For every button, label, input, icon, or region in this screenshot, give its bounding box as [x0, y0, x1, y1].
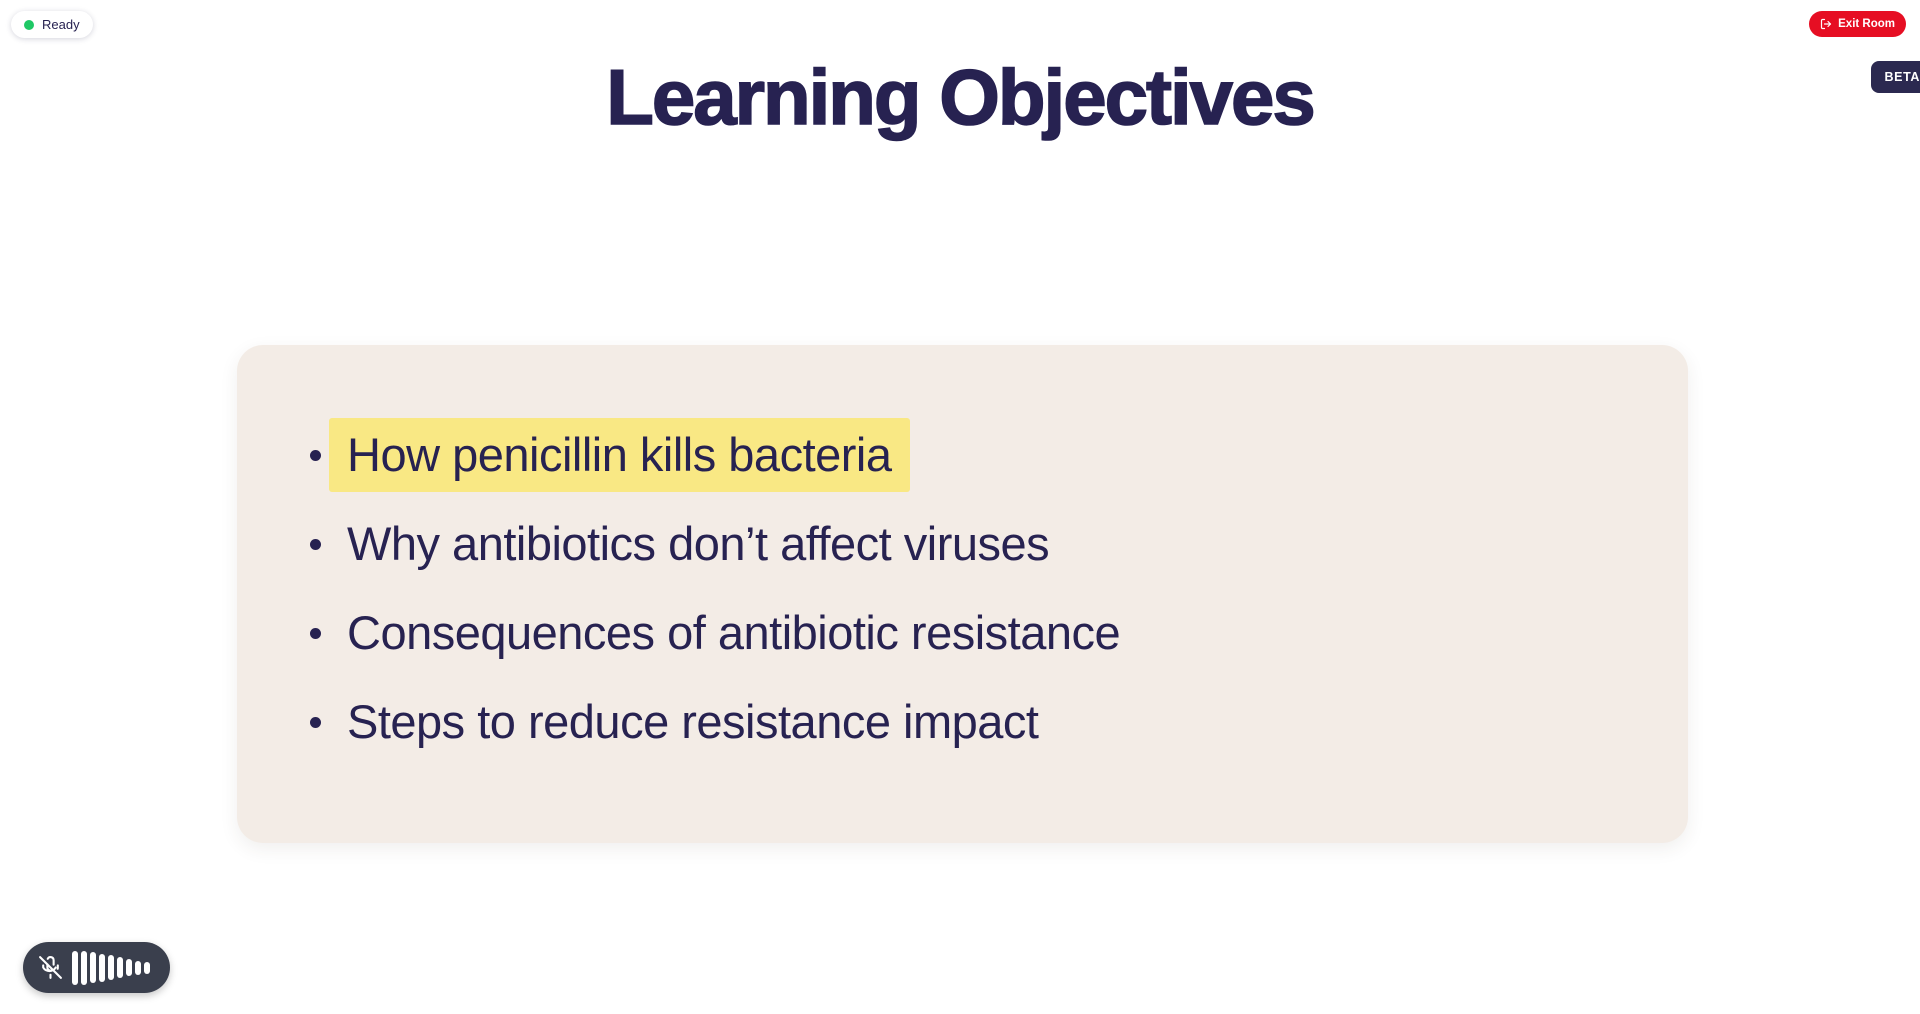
list-item-text: Consequences of antibiotic resistance [347, 605, 1121, 659]
waveform-bar [144, 962, 150, 974]
bullet-dot-icon [310, 628, 321, 639]
status-badge-label: Ready [42, 17, 80, 32]
objectives-card [237, 345, 1688, 843]
exit-room-button[interactable] [1809, 11, 1906, 37]
list-item [310, 427, 1648, 483]
green-status-dot-icon [24, 20, 34, 30]
status-badge [11, 11, 93, 38]
waveform-bar [72, 951, 78, 985]
log-out-icon [1820, 18, 1832, 30]
list-item [310, 516, 1648, 572]
waveform-bar [126, 959, 132, 976]
list-item-text: Why antibiotics don’t affect viruses [347, 516, 1050, 570]
bullet-dot-icon [310, 450, 321, 461]
waveform-bar [117, 957, 123, 978]
exit-room-button-label: Exit Room [1838, 18, 1895, 30]
beta-badge-label: BETA [1884, 70, 1920, 84]
list-item [310, 605, 1648, 661]
mic-status-pill[interactable] [23, 942, 170, 993]
waveform-bar [135, 961, 141, 975]
waveform-bar [108, 955, 114, 980]
bullet-dot-icon [310, 539, 321, 550]
waveform-bar [90, 952, 96, 983]
audio-waveform [72, 951, 150, 985]
bullet-dot-icon [310, 717, 321, 728]
list-item-text: Steps to reduce resistance impact [347, 694, 1039, 748]
waveform-bar [81, 951, 87, 985]
objectives-list [237, 345, 1688, 750]
list-item-text-highlighted: How penicillin kills bacteria [329, 418, 910, 492]
list-item [310, 694, 1648, 750]
page-title: Learning Objectives [606, 53, 1314, 141]
mic-off-icon [38, 955, 63, 980]
waveform-bar [99, 954, 105, 982]
